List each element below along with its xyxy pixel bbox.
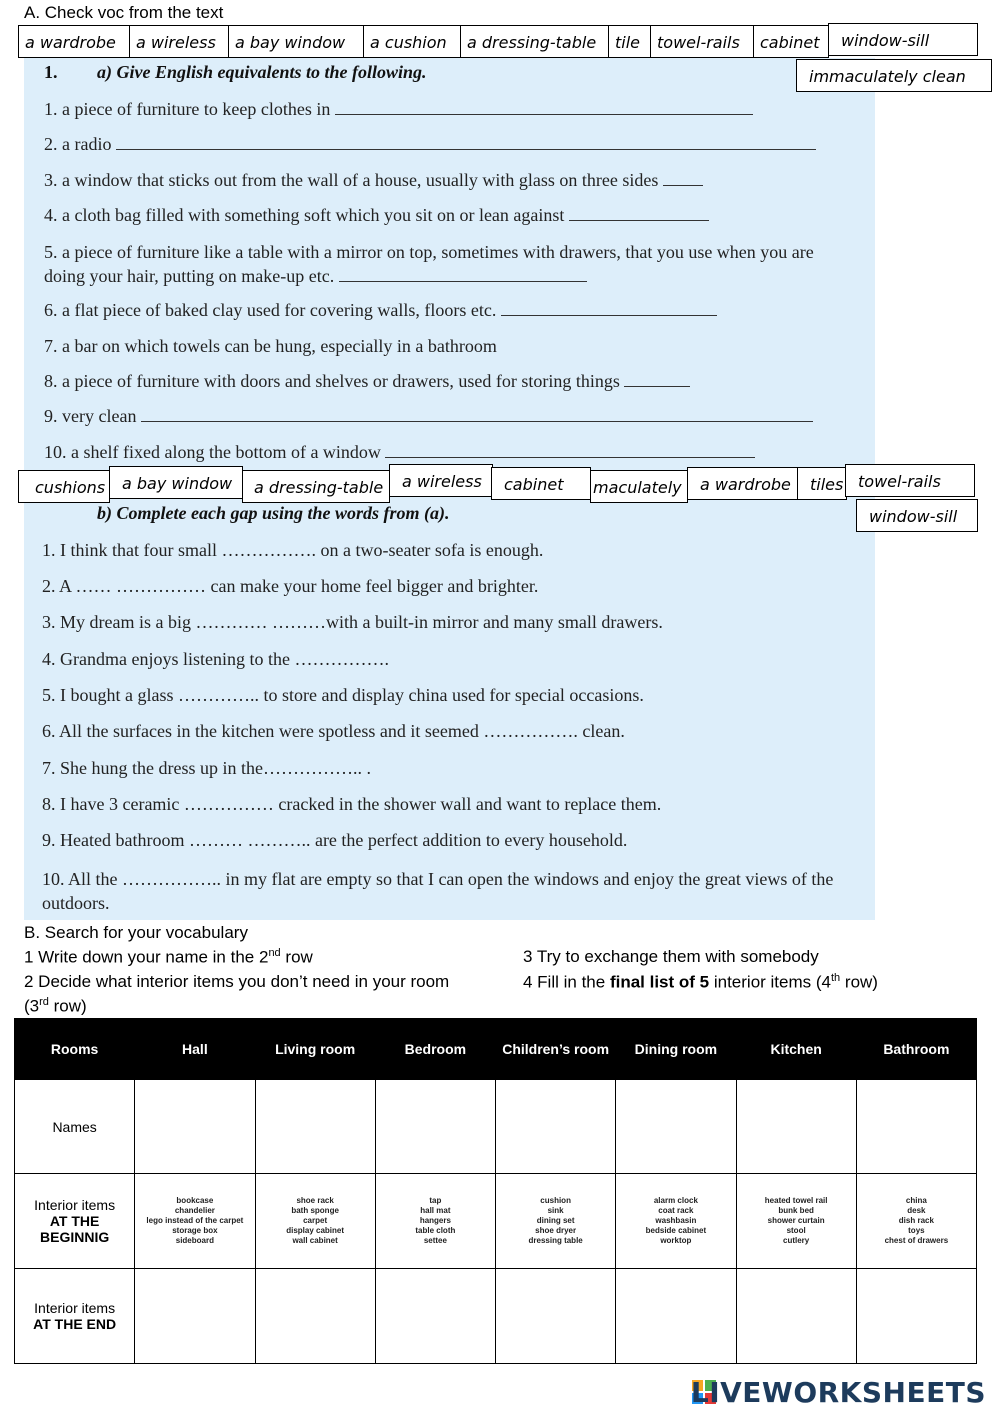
instruction-2: 2 Decide what interior items you don’t need in your room <box>24 972 450 991</box>
names-label: Names <box>15 1080 135 1174</box>
instruction-1: 1 Write down your name in the 2nd row <box>24 947 313 967</box>
items-begin-label: Interior items AT THE BEGINNIG <box>15 1174 135 1269</box>
items-end-row <box>15 1269 977 1364</box>
items-hall: bookcase chandelier lego instead of the carpet storage box sideboard <box>135 1174 255 1269</box>
final-cell-bathroom[interactable] <box>856 1269 976 1364</box>
section-a-title: A. Check voc from the text <box>24 3 224 22</box>
items-dining-room: alarm clock coat rack washbasin bedside cabinet worktop <box>616 1174 736 1269</box>
definition-10: 10. a shelf fixed along the bottom of a window <box>44 442 755 463</box>
gap-sentence-5: 5. I bought a glass ………….. to store and display china used for special occasions. <box>42 685 644 705</box>
answer-chip-wireless[interactable]: a wireless <box>129 25 229 58</box>
answer-chip-window-sill-2[interactable]: window-sill <box>856 499 978 532</box>
definition-1: 1. a piece of furniture to keep clothes in <box>44 99 753 120</box>
header-living-room: Living room <box>255 1019 375 1080</box>
name-cell-bedroom[interactable] <box>375 1080 495 1174</box>
answer-chip-cabinet-2[interactable]: cabinet <box>491 467 591 500</box>
gap-sentence-2: 2. A …… …………… can make your home feel bigger and brighter. <box>42 576 539 596</box>
answer-chip-tile[interactable]: tile <box>608 25 652 58</box>
answer-chip-wireless-2[interactable]: a wireless <box>389 464 493 497</box>
header-hall: Hall <box>135 1019 255 1080</box>
definition-3: 3. a window that sticks out from the wall of a house, usually with glass on three sides <box>44 170 703 191</box>
header-bedroom: Bedroom <box>375 1019 495 1080</box>
final-cell-hall[interactable] <box>135 1269 255 1364</box>
gap-sentence-6: 6. All the surfaces in the kitchen were spotless and it seemed ……………. clean. <box>42 721 625 741</box>
items-bedroom: tap hall mat hangers table cloth settee <box>375 1174 495 1269</box>
answer-chip-dressing-table[interactable]: a dressing-table <box>460 25 610 58</box>
items-end-label: Interior items AT THE END <box>15 1269 135 1364</box>
gap-sentence-9: 9. Heated bathroom ……… ……….. are the perfect addition to every household. <box>42 830 628 850</box>
answer-chip-towel-rails[interactable]: towel-rails <box>650 25 754 58</box>
instruction-2-cont: (3rd row) <box>24 996 87 1016</box>
definition-5: 5. a piece of furniture like a table with a mirror on top, sometimes with drawers, that you use when you are doing your hair, putting on make-up etc. <box>44 242 814 286</box>
definition-6: 6. a flat piece of baked clay used for covering walls, floors etc. <box>44 300 717 321</box>
section-b-title: B. Search for your vocabulary <box>24 923 248 942</box>
name-cell-living-room[interactable] <box>255 1080 375 1174</box>
header-kitchen: Kitchen <box>736 1019 856 1080</box>
name-cell-childrens-room[interactable] <box>496 1080 616 1174</box>
answer-chip-window-sill[interactable]: window-sill <box>828 23 978 56</box>
name-cell-hall[interactable] <box>135 1080 255 1174</box>
name-cell-bathroom[interactable] <box>856 1080 976 1174</box>
header-row <box>15 1019 977 1080</box>
answer-chip-cushion[interactable]: a cushion <box>363 25 461 58</box>
final-cell-kitchen[interactable] <box>736 1269 856 1364</box>
name-cell-dining-room[interactable] <box>616 1080 736 1174</box>
part-b-title: b) Complete each gap using the words from (a). <box>97 503 450 523</box>
answer-chip-bay-window-2[interactable]: a bay window <box>109 466 243 499</box>
items-kitchen: heated towel rail bunk bed shower curtain stool cutlery <box>736 1174 856 1269</box>
answer-chip-immaculately[interactable]: maculately <box>590 470 688 503</box>
definition-7: 7. a bar on which towels can be hung, especially in a bathroom <box>44 336 497 356</box>
gap-sentence-8: 8. I have 3 ceramic …………… cracked in the shower wall and want to replace them. <box>42 794 662 814</box>
header-childrens-room: Children’s room <box>496 1019 616 1080</box>
name-cell-kitchen[interactable] <box>736 1080 856 1174</box>
gap-sentence-7: 7. She hung the dress up in the…………….. . <box>42 758 371 778</box>
header-bathroom: Bathroom <box>856 1019 976 1080</box>
header-rooms: Rooms <box>15 1019 135 1080</box>
final-cell-bedroom[interactable] <box>375 1269 495 1364</box>
definition-4: 4. a cloth bag filled with something soft which you sit on or lean against <box>44 205 709 226</box>
instruction-4: 4 Fill in the final list of 5 interior items (4th row) <box>523 972 878 992</box>
liveworksheets-logo[interactable]: LIVEWORKSHEETS <box>690 1376 986 1409</box>
definition-8: 8. a piece of furniture with doors and shelves or drawers, used for storing things <box>44 371 690 392</box>
final-cell-dining-room[interactable] <box>616 1269 736 1364</box>
gap-sentence-1: 1. I think that four small ……………. on a two-seater sofa is enough. <box>42 540 544 560</box>
gap-sentence-10: 10. All the …………….. in my flat are empty so that I can open the windows and enjoy the great views of the outdoors. <box>42 869 834 913</box>
answer-chip-tiles[interactable]: tiles <box>797 467 847 500</box>
rooms-table <box>14 1018 977 1364</box>
answer-chip-wardrobe[interactable]: a wardrobe <box>18 25 130 58</box>
gap-sentence-4: 4. Grandma enjoys listening to the ……………. <box>42 649 389 669</box>
items-childrens-room: cushion sink dining set shoe dryer dressing table <box>496 1174 616 1269</box>
answer-chip-cushions[interactable]: cushions <box>18 470 110 503</box>
exercise-number: 1. <box>44 62 58 82</box>
answer-chip-cabinet[interactable]: cabinet <box>753 25 829 58</box>
gap-sentence-3: 3. My dream is a big ………… ………with a built-in mirror and many small drawers. <box>42 612 663 632</box>
part-a-title: a) Give English equivalents to the following. <box>97 62 427 82</box>
names-row <box>15 1080 977 1174</box>
definition-9: 9. very clean <box>44 406 813 427</box>
items-bathroom: china desk dish rack toys chest of drawers <box>856 1174 976 1269</box>
answer-chip-towel-rails-2[interactable]: towel-rails <box>845 464 975 497</box>
items-begin-row <box>15 1174 977 1269</box>
items-living-room: shoe rack bath sponge carpet display cabinet wall cabinet <box>255 1174 375 1269</box>
instruction-3: 3 Try to exchange them with somebody <box>523 947 819 966</box>
final-cell-childrens-room[interactable] <box>496 1269 616 1364</box>
final-cell-living-room[interactable] <box>255 1269 375 1364</box>
answer-chip-dressing-table-2[interactable]: a dressing-table <box>242 470 390 503</box>
header-dining-room: Dining room <box>616 1019 736 1080</box>
definition-2: 2. a radio <box>44 134 816 155</box>
answer-chip-bay-window[interactable]: a bay window <box>228 25 364 58</box>
answer-chip-immaculately-clean[interactable]: immaculately clean <box>796 59 992 92</box>
answer-chip-wardrobe-2[interactable]: a wardrobe <box>687 467 799 500</box>
